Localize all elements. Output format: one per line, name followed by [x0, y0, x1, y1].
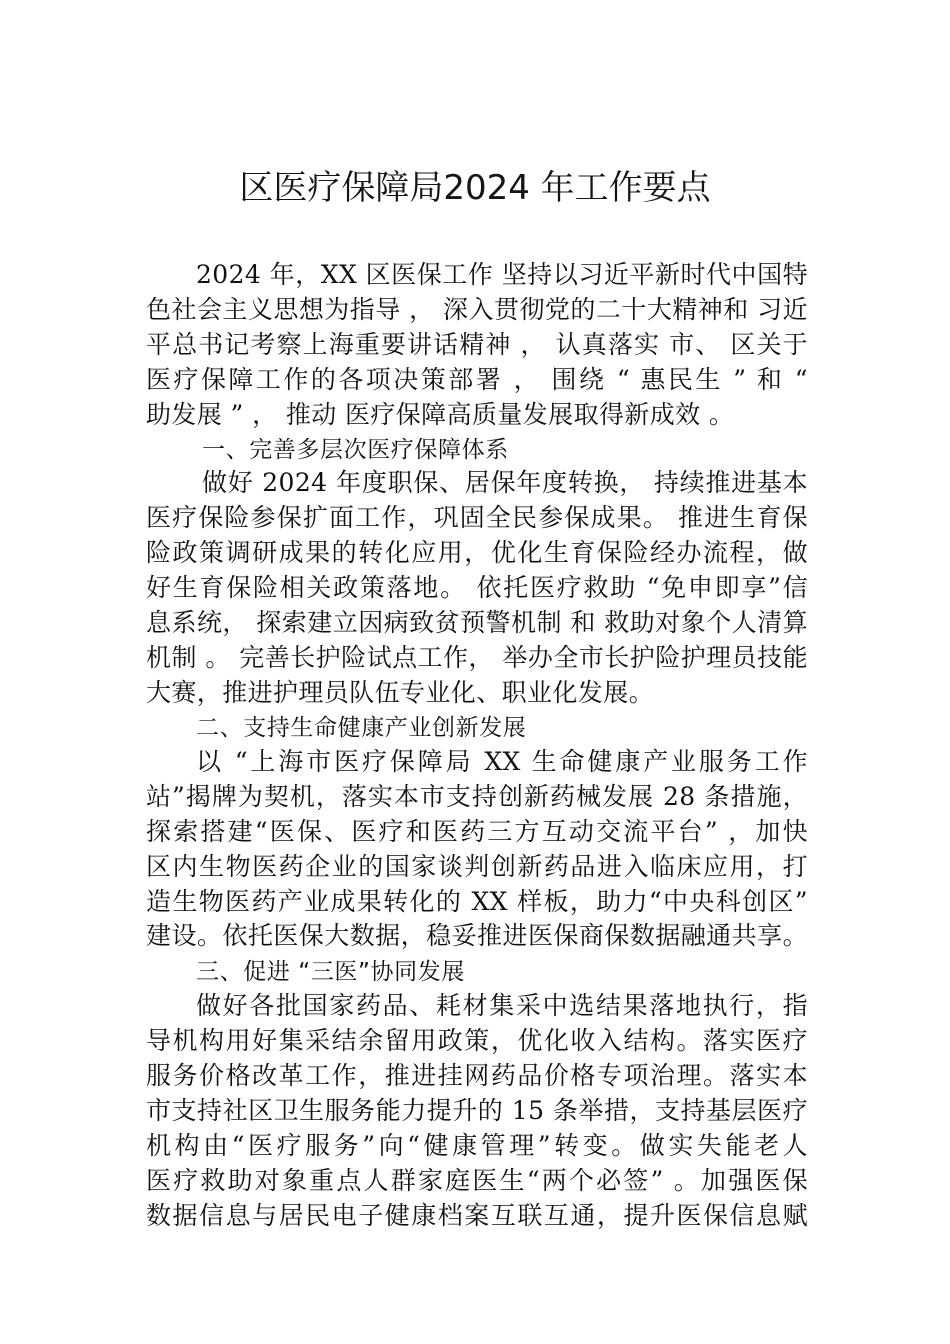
section-heading-2: 二、支持生命健康产业创新发展 [196, 715, 527, 741]
paragraph-line: 大赛，推进护理员队伍专业化、职业化发展。 [146, 678, 655, 707]
paragraph-line: 平总书记考察上海重要讲话精神 ， 认真落实 市、 区关于 [146, 330, 808, 359]
paragraph-line: 做好 2024 年度职保、居保年度转换， 持续推进基本 [202, 468, 808, 497]
paragraph-line: 造生物医药产业成果转化的 XX 样板，助力“中央科创区” [146, 887, 808, 916]
section-heading-1: 一、完善多层次医疗保障体系 [202, 437, 509, 463]
paragraph-line: 探索搭建“医保、医疗和医药三方互动交流平台” ，加快 [146, 817, 808, 846]
paragraph-line: 站”揭牌为契机，落实本市支持创新药械发展 28 条措施， [146, 782, 808, 811]
document-title: 区医疗保障局2024 年工作要点 [239, 168, 711, 208]
paragraph-line: 机构由“医疗服务”向“健康管理”转变。做实失能老人 [146, 1131, 808, 1160]
paragraph-line: 市支持社区卫生服务能力提升的 15 条举措，支持基层医疗 [146, 1096, 808, 1125]
paragraph-line: 息系统， 探索建立因病致贫预警机制 和 救助对象个人清算 [146, 608, 808, 637]
paragraph-line: 做好各批国家药品、耗材集采中选结果落地执行，指 [196, 991, 808, 1020]
paragraph-line: 服务价格改革工作，推进挂网药品价格专项治理。落实本 [146, 1061, 808, 1090]
paragraph-line: 2024 年，XX 区医保工作 坚持以习近平新时代中国特 [196, 260, 808, 289]
paragraph-line: 导机构用好集采结余留用政策，优化收入结构。落实医疗 [146, 1026, 808, 1055]
paragraph-line: 好生育保险相关政策落地。 依托医疗救助 “免申即享”信 [146, 573, 808, 602]
paragraph-line: 色社会主义思想为指导 ， 深入贯彻党的二十大精神和 习近 [146, 295, 808, 324]
section-heading-3: 三、促进 “三医”协同发展 [196, 959, 465, 985]
paragraph-line: 医疗救助对象重点人群家庭医生“两个必签” 。加强医保 [146, 1166, 808, 1195]
paragraph-line: 助发展 ” ， 推动 医疗保障高质量发展取得新成效 。 [146, 400, 735, 429]
paragraph-line: 医疗保障工作的各项决策部署 ， 围绕 “ 惠民生 ” 和 “ [146, 365, 808, 394]
paragraph-line: 机制 。 完善长护险试点工作， 举办全市长护险护理员技能 [146, 643, 808, 672]
paragraph-line: 数据信息与居民电子健康档案互联互通，提升医保信息赋 [146, 1201, 808, 1230]
paragraph-line: 以 “上海市医疗保障局 XX 生命健康产业服务工作 [196, 747, 808, 776]
paragraph-line: 医疗保险参保扩面工作，巩固全民参保成果。 推进生育保 [146, 503, 808, 532]
paragraph-line: 区内生物医药企业的国家谈判创新药品进入临床应用，打 [146, 852, 808, 881]
paragraph-line: 险政策调研成果的转化应用，优化生育保险经办流程，做 [146, 538, 808, 567]
paragraph-line: 建设。依托医保大数据，稳妥推进医保商保数据融通共享。 [146, 921, 808, 950]
